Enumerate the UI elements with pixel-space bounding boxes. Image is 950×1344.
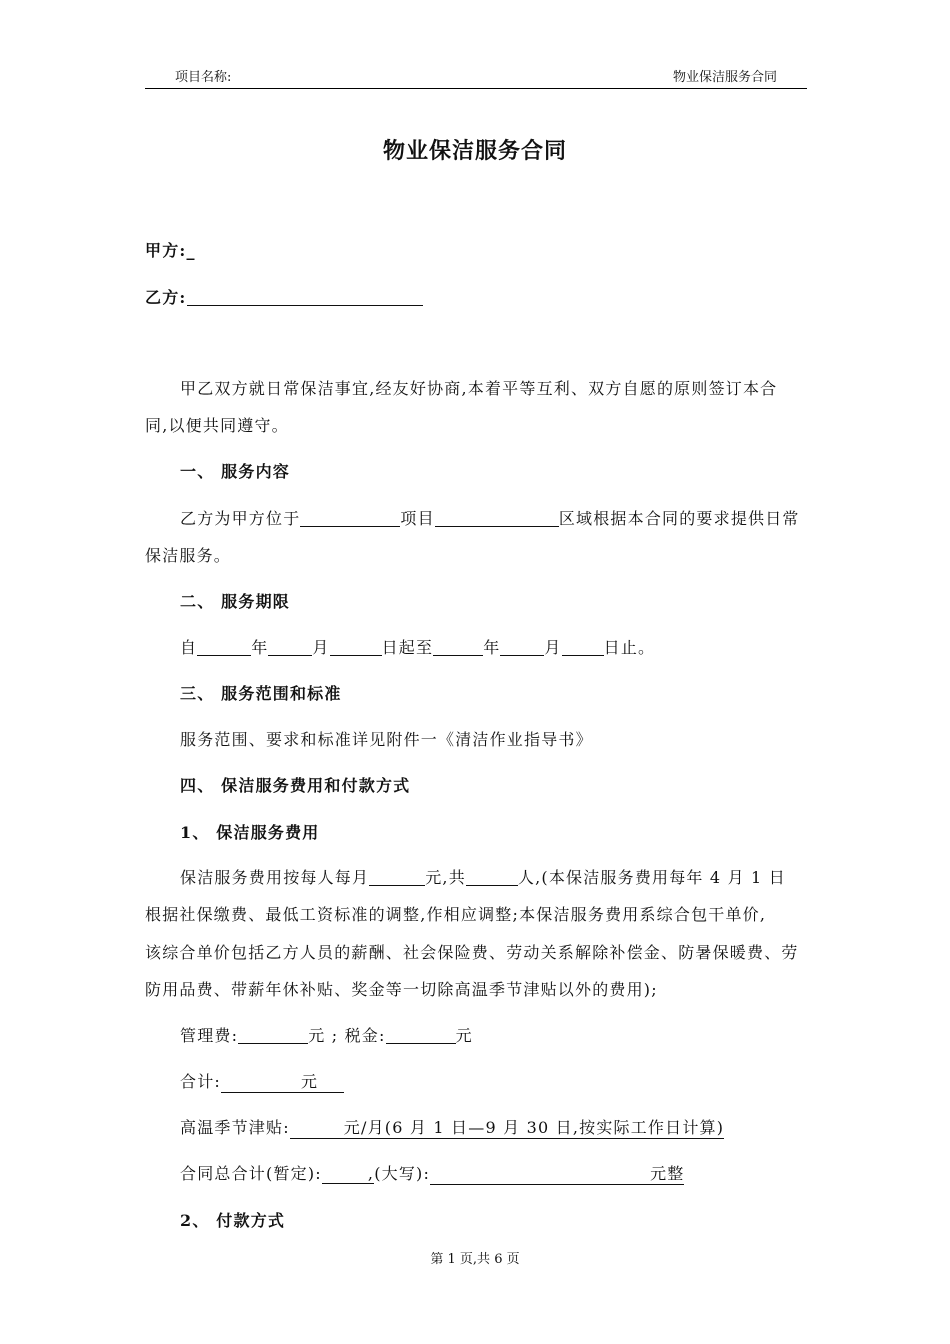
start-year-blank: [197, 638, 251, 656]
total-blank: 元: [221, 1069, 344, 1093]
party-a-label: 甲方:: [145, 241, 187, 260]
page-header: [145, 66, 807, 89]
text: 区域根据本合同的要求提供日常: [558, 509, 800, 528]
section-1-heading: 一、 服务内容: [180, 462, 290, 481]
contract-total-line: [180, 1161, 807, 1185]
text: 元,共: [425, 868, 466, 887]
start-day-blank: [330, 638, 382, 656]
location-blank: [300, 509, 400, 527]
text: 元: [455, 1026, 473, 1045]
text: 月: [544, 638, 562, 657]
party-b-label: 乙方:: [145, 288, 187, 307]
intro-line-2: 同,以便共同遵守。: [145, 416, 289, 435]
document-title: 物业保洁服务合同: [382, 138, 567, 164]
end-month-blank: [500, 638, 544, 656]
project-name-label: 项目名称:: [175, 70, 232, 85]
text: 月: [312, 638, 330, 657]
text: 年: [251, 638, 269, 657]
service-scope-text: 服务范围、要求和标准详见附件一《清洁作业指导书》: [180, 730, 593, 749]
fee-line-1: [180, 865, 807, 888]
fee-line-4: 防用品费、带薪年休补贴、奖金等一切除高温季节津贴以外的费用);: [145, 980, 658, 999]
high-temp-line: [180, 1115, 807, 1139]
section-4-heading: 四、 保洁服务费用和付款方式: [180, 776, 411, 795]
text: 日起至: [381, 638, 434, 657]
management-fee-label: 管理费:: [180, 1026, 239, 1045]
text: 人,(本保洁服务费用每年 4 月 1 日: [517, 868, 786, 887]
headcount-blank: [466, 868, 518, 886]
subsection-payment-heading: 2、 付款方式: [180, 1211, 286, 1230]
service-content-line-2: 保洁服务。: [145, 546, 232, 565]
start-month-blank: [268, 638, 312, 656]
mgmt-tax-line: [180, 1023, 807, 1046]
end-year-blank: [433, 638, 483, 656]
management-fee-blank: [238, 1026, 308, 1044]
daxie-blank: 元整: [430, 1161, 684, 1185]
daxie-label: (大写):: [374, 1164, 431, 1183]
fee-line-2: 根据社保缴费、最低工资标准的调整,作相应调整;本保洁服务费用系综合包干单价,: [145, 905, 767, 924]
page-footer: 第 1 页,共 6 页: [430, 1252, 520, 1267]
text: 元 ;: [308, 1026, 339, 1045]
high-temp-label: 高温季节津贴:: [180, 1118, 290, 1137]
service-content-line-1: [180, 506, 807, 529]
contract-total-label: 合同总合计(暂定):: [180, 1164, 322, 1183]
total-line: [180, 1069, 807, 1093]
text: 项目: [400, 509, 435, 528]
section-2-heading: 二、 服务期限: [180, 592, 290, 611]
party-b: [145, 285, 807, 308]
party-a: [145, 238, 807, 261]
text: 乙方为甲方位于: [180, 509, 301, 528]
party-b-blank: [187, 288, 423, 306]
subsection-fee-heading: 1、 保洁服务费用: [180, 823, 320, 842]
end-day-blank: [562, 638, 604, 656]
project-blank: [435, 509, 559, 527]
high-temp-value: 元/月(6 月 1 日—9 月 30 日,按实际工作日计算): [290, 1115, 724, 1139]
fee-line-3: 该综合单价包括乙方人员的薪酬、社会保险费、劳动关系解除补偿金、防暑保暖费、劳: [145, 943, 799, 962]
text: 保洁服务费用按每人每月: [180, 868, 370, 887]
service-period-line: [180, 635, 807, 658]
intro-line-1: 甲乙双方就日常保洁事宜,经友好协商,本着平等互利、双方自愿的原则签订本合: [180, 379, 778, 398]
text: 日止。: [603, 638, 656, 657]
tax-label: 税金:: [344, 1026, 386, 1045]
contract-total-blank: ,: [322, 1164, 374, 1184]
header-doc-title: 物业保洁服务合同: [672, 70, 777, 85]
total-label: 合计:: [180, 1072, 221, 1091]
tax-blank: [386, 1026, 456, 1044]
text: 自: [180, 638, 198, 657]
monthly-fee-blank: [369, 868, 425, 886]
text: 年: [483, 638, 501, 657]
section-3-heading: 三、 服务范围和标准: [180, 684, 342, 703]
party-a-value: _: [186, 241, 196, 260]
